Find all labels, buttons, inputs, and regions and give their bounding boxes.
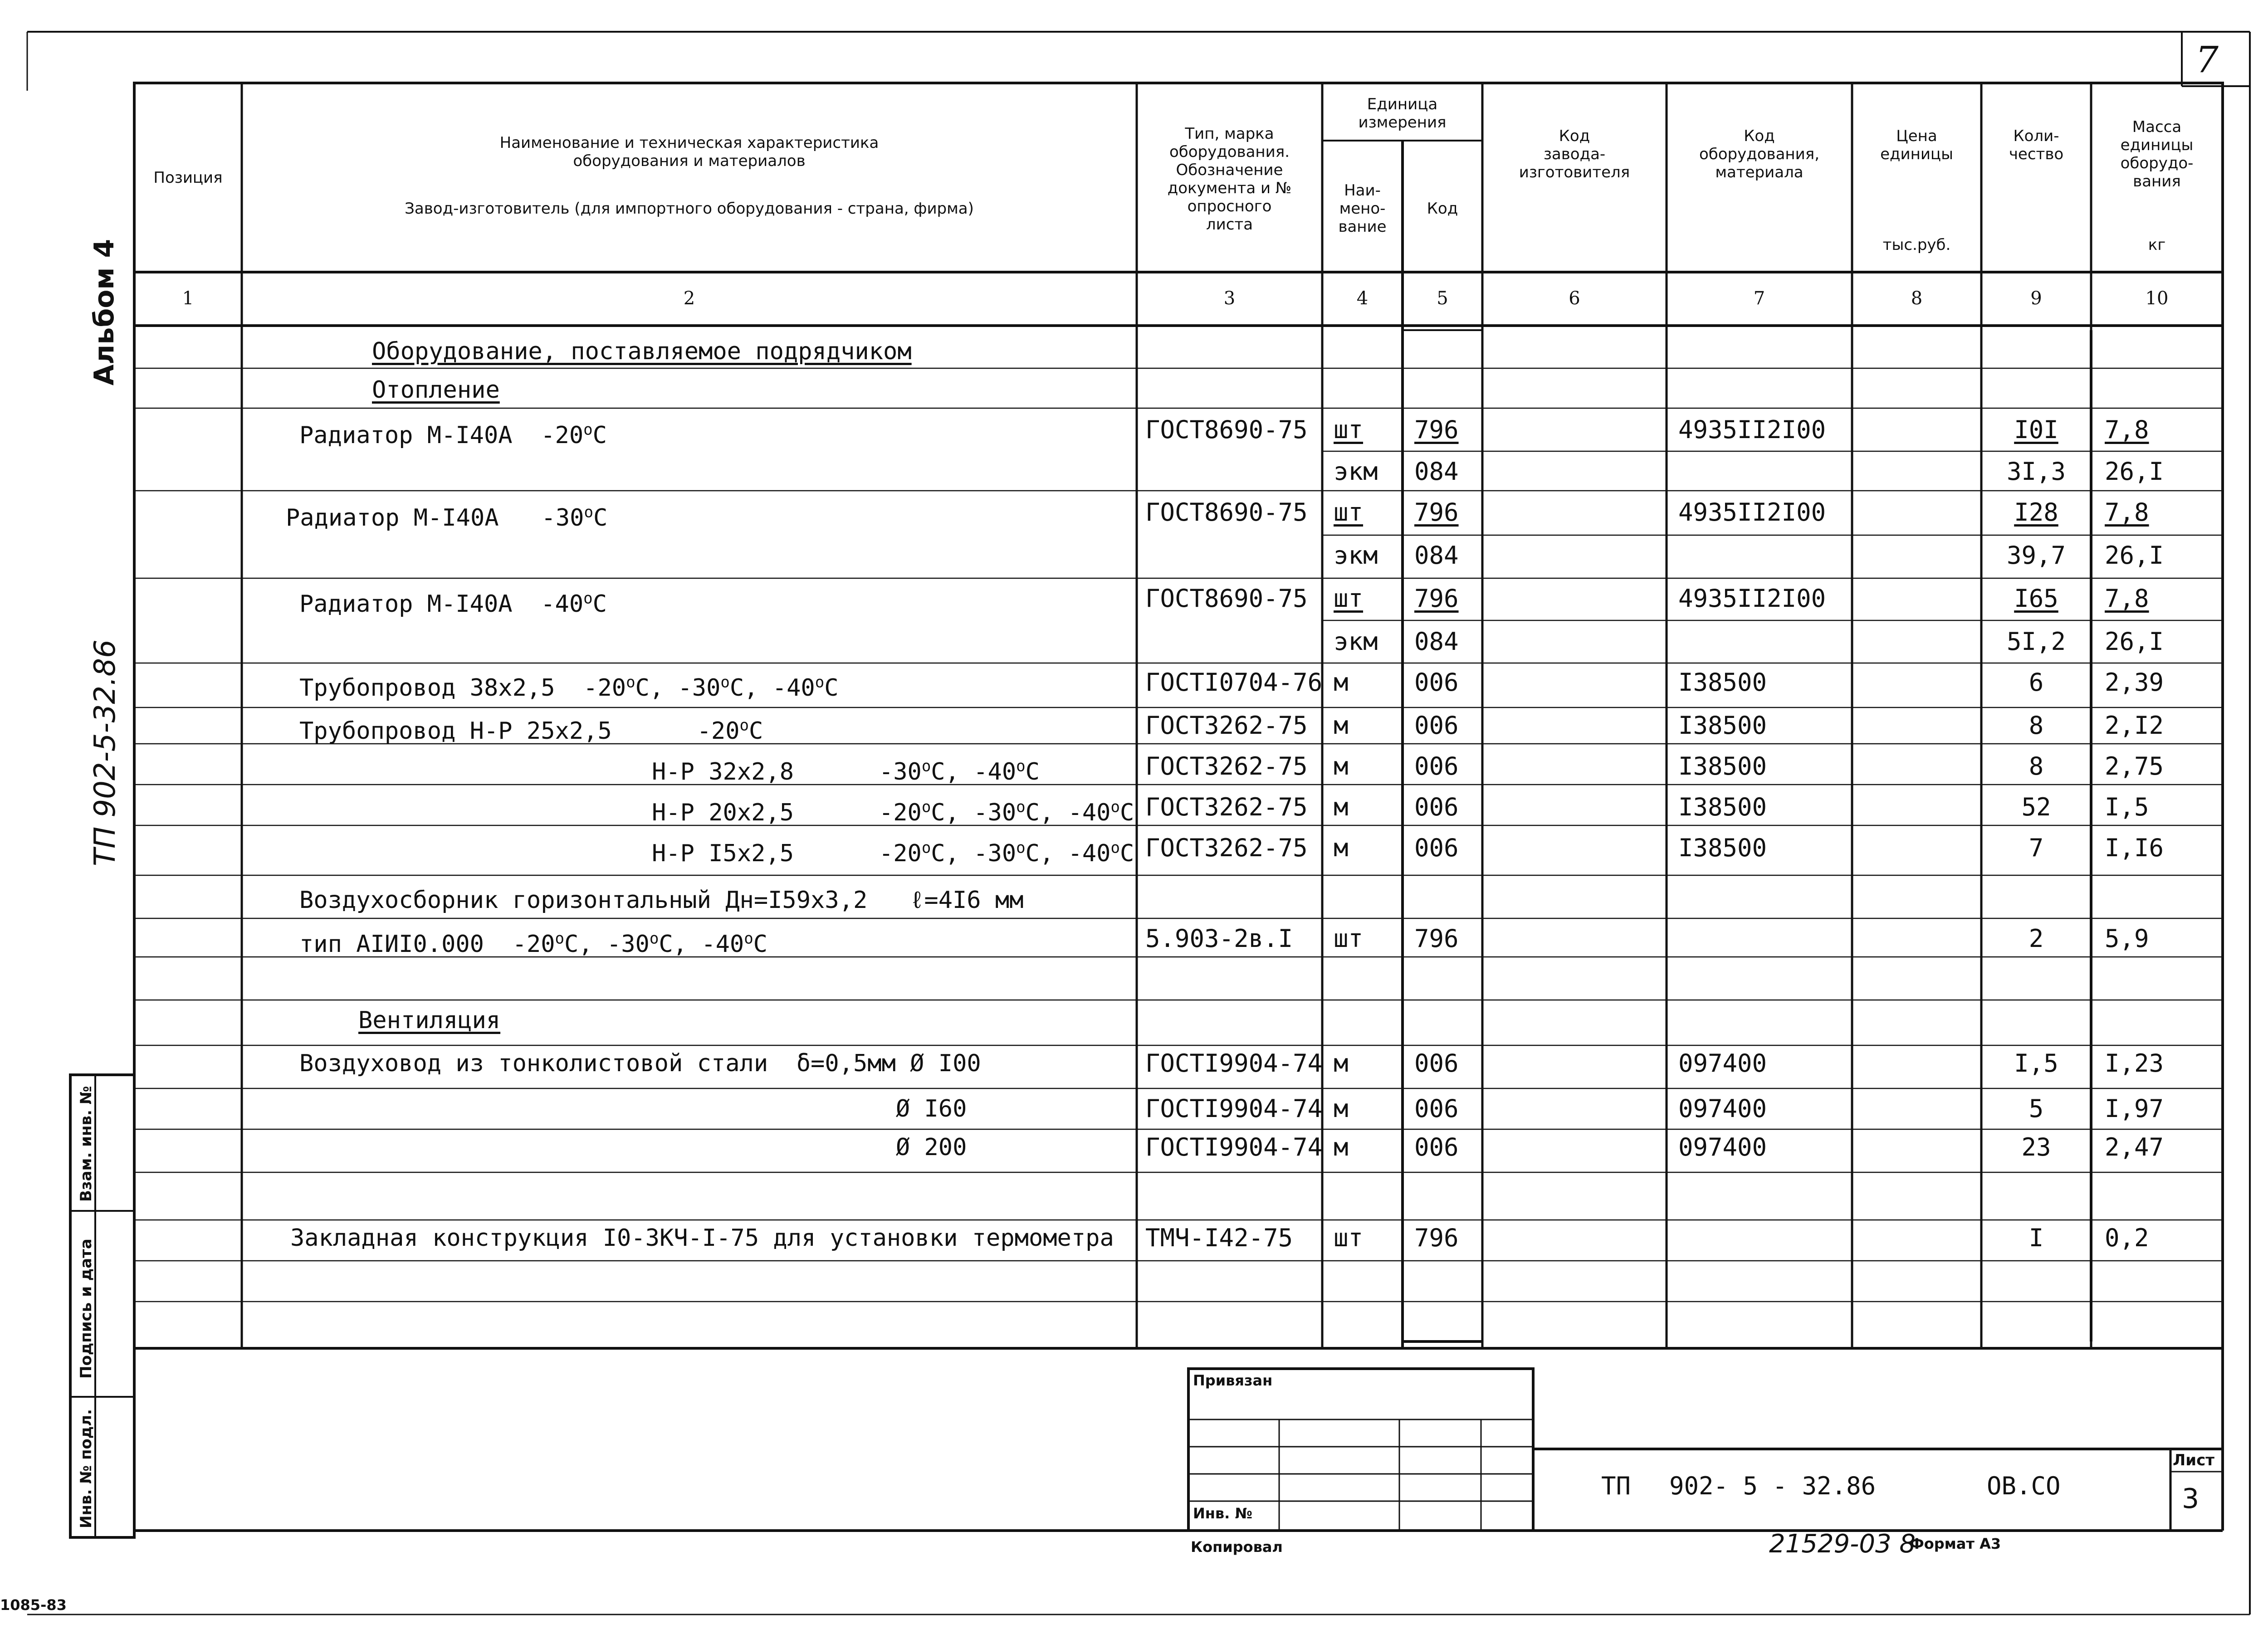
row-qty: 52 (2021, 793, 2051, 821)
col-num-2: 2 (683, 288, 695, 309)
sheet-corner-number: 7 (2195, 39, 2219, 81)
row-mcode: 4935II2I00 (1678, 584, 1826, 613)
header-position: Позиция (153, 168, 223, 187)
row-name: Радиатор М-I40А -30$^o$С (286, 503, 608, 532)
row-unit: шт (1334, 1224, 1364, 1252)
row-code: 796 (1414, 1224, 1459, 1252)
col-num-6: 6 (1569, 288, 1580, 309)
row-qty: I,5 (2014, 1049, 2058, 1078)
row-name: Ø 200 (299, 1134, 967, 1161)
row-code: 006 (1414, 1094, 1459, 1123)
row-unit: шт (1334, 924, 1364, 953)
row-code: 006 (1414, 1133, 1459, 1161)
stamp-label-inv: Инв. № подл. (77, 1409, 95, 1528)
row-mcode: 097400 (1678, 1094, 1767, 1123)
row-mcode: 097400 (1678, 1133, 1767, 1161)
row-code: 006 (1414, 793, 1459, 821)
row-mass: 2,47 (2105, 1133, 2164, 1161)
header-mass-unit: кг (2148, 236, 2166, 254)
row-unit: экм (1334, 627, 1378, 656)
row-code: 084 (1414, 627, 1459, 656)
row-qty: 7 (2028, 834, 2044, 862)
row-qty: 2 (2028, 924, 2044, 953)
row-code: 796 (1414, 924, 1459, 953)
archive-number: 21529-03 8 (1769, 1529, 1916, 1559)
row-mass: 26,I (2105, 627, 2164, 656)
row-qty: 3I,3 (2006, 457, 2066, 486)
row-code: 006 (1414, 834, 1459, 862)
row-mass: 5,9 (2105, 924, 2149, 953)
row-qty: 6 (2028, 668, 2044, 697)
row-doc: ГОСТ8690-75 (1145, 584, 1308, 613)
row-doc: ГОСТ3262-75 (1145, 752, 1308, 780)
row-doc: ГОСТI9904-74 (1145, 1049, 1323, 1078)
row-qty: I0I (2014, 415, 2058, 444)
col-num-1: 1 (182, 288, 194, 309)
row-mass: 26,I (2105, 457, 2164, 486)
col-num-9: 9 (2030, 288, 2042, 309)
row-mcode: I38500 (1678, 711, 1767, 740)
row-name: Н-Р 32х2,8 -30$^o$С, -40$^o$С (467, 757, 1040, 786)
header-price: Цена единицы (1880, 127, 1953, 163)
row-unit: м (1334, 1049, 1349, 1078)
row-name: Вентиляция (358, 1007, 501, 1034)
col-num-10: 10 (2145, 288, 2169, 309)
row-doc: ГОСТ8690-75 (1145, 498, 1308, 527)
row-unit: шт (1334, 498, 1364, 527)
row-unit: м (1334, 668, 1349, 697)
list-label: Лист (2173, 1451, 2214, 1469)
header-unit-group: Единица измерения (1358, 95, 1447, 132)
row-name: Трубопровод Н-Р 25х2,5 -20$^o$С (299, 717, 763, 745)
inv-number-label: Инв. № (1193, 1505, 1252, 1522)
row-qty: 5I,2 (2006, 627, 2066, 656)
privyazan-label: Привязан (1193, 1372, 1273, 1389)
row-code: 006 (1414, 752, 1459, 780)
row-mass: 26,I (2105, 541, 2164, 570)
row-name: Оборудование, поставляемое подрядчиком (372, 338, 912, 365)
row-mcode: 4935II2I00 (1678, 498, 1826, 527)
row-mass: 2,I2 (2105, 711, 2164, 740)
col-num-3: 3 (1223, 288, 1236, 309)
album-label: Альбом 4 (88, 239, 120, 385)
row-name: Радиатор М-I40А -20$^o$С (299, 421, 607, 449)
row-mass: 7,8 (2105, 584, 2149, 613)
row-code: 796 (1414, 415, 1459, 444)
row-unit: м (1334, 752, 1349, 780)
row-name: Трубопровод 38х2,5 -20$^o$С, -30$^o$С, -40$^o$С (299, 673, 839, 702)
header-name-line2: Завод-изготовитель (для импортного оборудования - страна, фирма) (405, 200, 974, 218)
header-price-unit: тыс.руб. (1882, 236, 1951, 254)
row-mcode: I38500 (1678, 668, 1767, 697)
row-name: Воздухосборник горизонтальный Дн=I59х3,2 ℓ=4I6 мм (299, 887, 1024, 914)
row-name: Н-Р 20х2,5 -20$^o$С, -30$^o$С, -40$^o$С (467, 798, 1134, 827)
row-doc: ГОСТ3262-75 (1145, 711, 1308, 740)
col-num-5: 5 (1437, 288, 1448, 309)
row-mcode: 4935II2I00 (1678, 415, 1826, 444)
row-mass: 2,39 (2105, 668, 2164, 697)
row-qty: I (2028, 1224, 2044, 1252)
row-qty: 39,7 (2006, 541, 2066, 570)
row-name: Закладная конструкция I0-3КЧ-I-75 для установки термометра (290, 1224, 1114, 1252)
row-mass: I,5 (2105, 793, 2149, 821)
row-unit: экм (1334, 457, 1378, 486)
row-name: тип АIИI0.000 -20$^o$С, -30$^o$С, -40$^o$С (299, 930, 767, 958)
row-unit: м (1334, 793, 1349, 821)
document-number: 902- 5 - 32.86 (1669, 1472, 1876, 1500)
format-label: Формат А3 (1910, 1535, 2001, 1552)
row-unit: м (1334, 834, 1349, 862)
tp-label: ТП (1601, 1472, 1631, 1500)
row-code: 006 (1414, 1049, 1459, 1078)
row-unit: экм (1334, 541, 1378, 570)
header-unit-code: Код (1427, 200, 1458, 218)
row-mcode: I38500 (1678, 834, 1767, 862)
row-doc: ТМЧ-I42-75 (1145, 1224, 1293, 1252)
row-mass: I,I6 (2105, 834, 2164, 862)
row-mass: 2,75 (2105, 752, 2164, 780)
header-quantity: Коли- чество (2009, 127, 2064, 163)
row-qty: 5 (2028, 1094, 2044, 1123)
row-mcode: I38500 (1678, 793, 1767, 821)
row-unit: м (1334, 1094, 1349, 1123)
row-code: 084 (1414, 541, 1459, 570)
row-qty: I28 (2014, 498, 2058, 527)
row-code: 796 (1414, 584, 1459, 613)
row-mass: 7,8 (2105, 498, 2149, 527)
row-code: 084 (1414, 457, 1459, 486)
row-name: Н-Р I5х2,5 -20$^o$С, -30$^o$С, -40$^o$С (467, 839, 1134, 868)
row-qty: 8 (2028, 752, 2044, 780)
kopiroval-label: Копировал (1191, 1538, 1283, 1556)
row-mcode: 097400 (1678, 1049, 1767, 1078)
row-unit: шт (1334, 415, 1364, 444)
stamp-label-signature: Подпись и дата (77, 1239, 95, 1379)
row-doc: ГОСТI0704-76 (1145, 668, 1323, 697)
row-doc: ГОСТ8690-75 (1145, 415, 1308, 444)
row-mass: 0,2 (2105, 1224, 2149, 1252)
col-num-8: 8 (1911, 288, 1923, 309)
header-unit-name: Наи- мено- вание (1338, 181, 1387, 236)
row-doc: 5.903-2в.I (1145, 924, 1293, 953)
row-mass: 7,8 (2105, 415, 2149, 444)
header-factory-code: Код завода- изготовителя (1519, 127, 1630, 181)
row-unit: шт (1334, 584, 1364, 613)
row-mass: I,23 (2105, 1049, 2164, 1078)
row-name: Воздуховод из тонколистовой стали δ=0,5мм Ø I00 (299, 1050, 981, 1077)
col-num-4: 4 (1356, 288, 1369, 309)
row-code: 006 (1414, 711, 1459, 740)
project-side-label: ТП 902-5-32.86 (88, 639, 122, 866)
row-mass: I,97 (2105, 1094, 2164, 1123)
form-code: 1085-83 (0, 1596, 67, 1614)
row-qty: 8 (2028, 711, 2044, 740)
row-qty: I65 (2014, 584, 2058, 613)
header-mass: Масса единицы оборудо- вания (2120, 118, 2194, 190)
row-code: 796 (1414, 498, 1459, 527)
row-doc: ГОСТ3262-75 (1145, 793, 1308, 821)
row-doc: ГОСТI9904-74 (1145, 1094, 1323, 1123)
row-code: 006 (1414, 668, 1459, 697)
stamp-label-vzam: Взам. инв. № (77, 1086, 95, 1202)
row-unit: м (1334, 1133, 1349, 1161)
header-name-line1: Наименование и техническая характеристика оборудования и материалов (499, 134, 879, 170)
document-mark: ОВ.СО (1987, 1472, 2061, 1500)
row-name: Радиатор М-I40А -40$^o$С (299, 590, 607, 618)
row-unit: м (1334, 711, 1349, 740)
row-doc: ГОСТI9904-74 (1145, 1133, 1323, 1161)
list-number: 3 (2182, 1483, 2200, 1515)
row-doc: ГОСТ3262-75 (1145, 834, 1308, 862)
col-num-7: 7 (1753, 288, 1765, 309)
row-name: Ø I60 (299, 1095, 967, 1122)
row-qty: 23 (2021, 1133, 2051, 1161)
row-mcode: I38500 (1678, 752, 1767, 780)
row-name: Отопление (372, 376, 500, 404)
header-material-code: Код оборудования, материала (1699, 127, 1820, 181)
header-doc: Тип, марка оборудования. Обозначение документа и № опросного листа (1167, 125, 1292, 234)
